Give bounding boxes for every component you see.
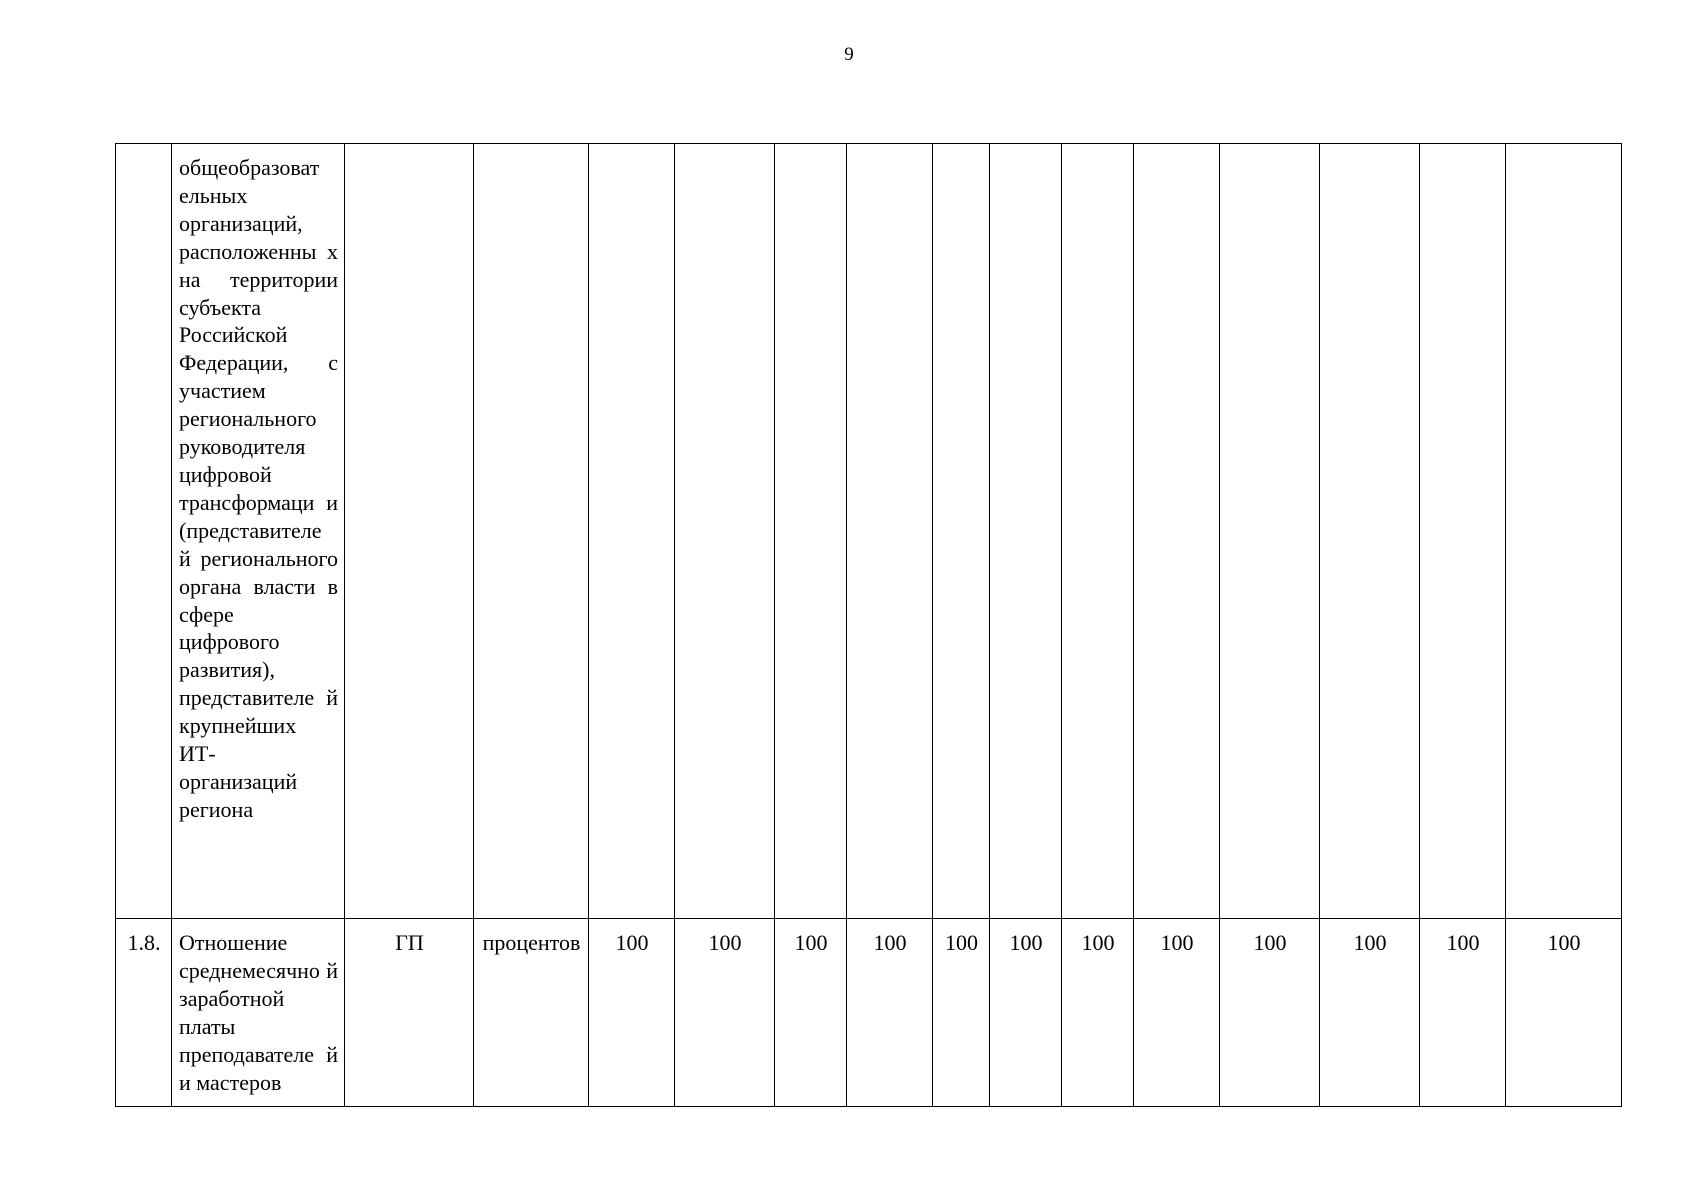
value-cell	[1506, 144, 1622, 919]
value-cell	[1320, 144, 1420, 919]
value-cell	[990, 144, 1062, 919]
value-cell: 100	[1134, 919, 1220, 1107]
value-cell	[1062, 144, 1134, 919]
row-number-cell: 1.8.	[116, 919, 172, 1107]
page-number: 9	[844, 44, 854, 65]
value-cell: 100	[1506, 919, 1622, 1107]
value-cell: 100	[589, 919, 675, 1107]
value-cell: 100	[775, 919, 847, 1107]
table-row	[116, 919, 1622, 1107]
row-number-cell	[116, 144, 172, 919]
value-cell	[1134, 144, 1220, 919]
indicator-name-cell: Отношение среднемесячно й заработной платы преподавателе й и мастеров	[172, 919, 345, 1107]
value-cell	[775, 144, 847, 919]
level-cell: ГП	[345, 919, 474, 1107]
value-cell: 100	[675, 919, 775, 1107]
value-cell: 100	[1420, 919, 1506, 1107]
indicators-table	[115, 143, 1622, 1107]
indicator-name-cell: общеобразоват ельных организаций, расположенны х на территории субъекта Российской Федерации, с участием регионального руководителя цифровой трансформаци и (представителе й регионального органа власти в сфере цифрового развития), представителе й крупнейших ИТ- организаций региона	[172, 144, 345, 919]
value-cell	[933, 144, 990, 919]
unit-cell	[474, 144, 589, 919]
value-cell	[847, 144, 933, 919]
value-cell	[675, 144, 775, 919]
level-cell	[345, 144, 474, 919]
table-row	[116, 144, 1622, 919]
value-cell: 100	[933, 919, 990, 1107]
unit-cell: процентов	[474, 919, 589, 1107]
value-cell	[1220, 144, 1320, 919]
value-cell: 100	[1220, 919, 1320, 1107]
value-cell	[589, 144, 675, 919]
value-cell: 100	[1320, 919, 1420, 1107]
value-cell: 100	[1062, 919, 1134, 1107]
value-cell: 100	[990, 919, 1062, 1107]
value-cell	[1420, 144, 1506, 919]
value-cell: 100	[847, 919, 933, 1107]
